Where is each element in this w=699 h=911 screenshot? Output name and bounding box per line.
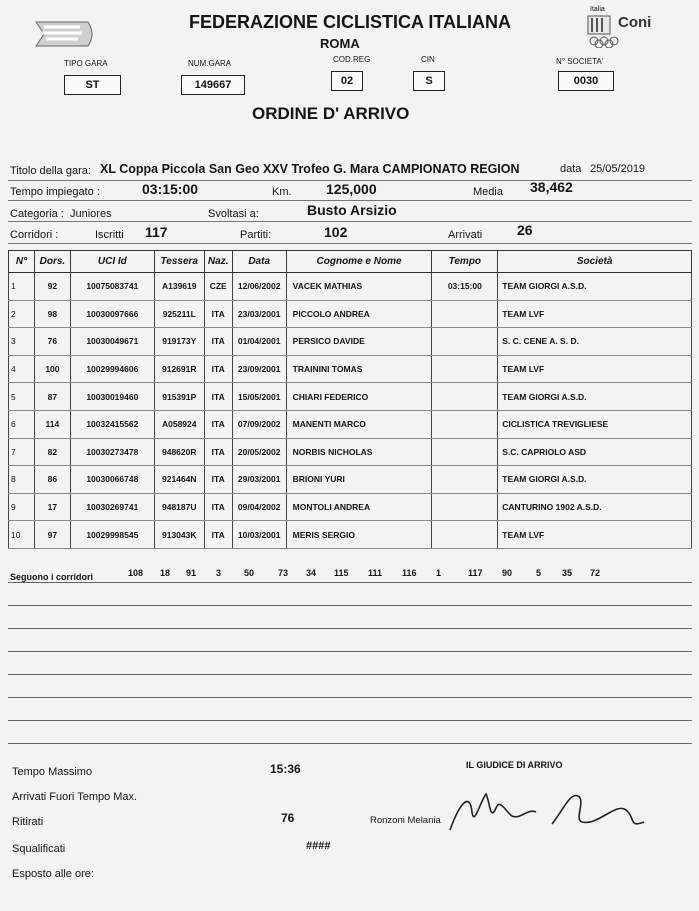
cell-dors: 98 — [34, 300, 70, 328]
cell-data: 29/03/2001 — [232, 466, 286, 494]
cell-n: 8 — [9, 466, 35, 494]
cell-societa: TEAM LVF — [498, 355, 692, 383]
col-nome: Cognome e Nome — [286, 251, 432, 273]
cell-data: 07/09/2002 — [232, 410, 286, 438]
cell-societa: TEAM GIORGI A.S.D. — [498, 273, 692, 301]
cell-societa: S. C. CENE A. S. D. — [498, 328, 692, 356]
col-tempo: Tempo — [432, 251, 498, 273]
seguono-number: 50 — [244, 568, 255, 578]
table-row — [9, 300, 692, 328]
seguono-number: 18 — [160, 568, 171, 578]
giudice-label: IL GIUDICE DI ARRIVO — [466, 760, 563, 770]
col-societa: Società — [498, 251, 692, 273]
seguono-number: 91 — [186, 568, 197, 578]
ritirati-value: 76 — [281, 811, 295, 825]
seguono-number: 111 — [368, 568, 383, 578]
seguono-number: 72 — [590, 568, 601, 578]
partiti-value: 102 — [324, 224, 348, 240]
seguono-number: 35 — [562, 568, 573, 578]
cell-n: 7 — [9, 438, 35, 466]
coni-text: Coni — [618, 14, 652, 31]
cell-n: 4 — [9, 355, 35, 383]
titolo-value: XL Coppa Piccola San Geo XXV Trofeo G. Mara CAMPIONATO REGION — [100, 162, 520, 176]
cell-nome: PERSICO DAVIDE — [286, 328, 432, 356]
cell-uci: 10030066748 — [70, 466, 154, 494]
tempo-massimo-value: 15:36 — [270, 762, 301, 776]
societa-value: 0030 — [558, 71, 614, 91]
cell-n: 1 — [9, 273, 35, 301]
cell-data: 15/05/2001 — [232, 383, 286, 411]
cell-nome: CHIARI FEDERICO — [286, 383, 432, 411]
cell-data: 10/03/2001 — [232, 521, 286, 549]
cell-tessera: 915391P — [154, 383, 204, 411]
ritirati-label: Ritirati — [12, 816, 44, 828]
col-naz: Naz. — [204, 251, 232, 273]
esposto-label: Esposto alle ore: — [12, 868, 94, 880]
results-table — [8, 250, 692, 549]
cell-nome: TRAININI TOMAS — [286, 355, 432, 383]
cell-societa: TEAM GIORGI A.S.D. — [498, 383, 692, 411]
cell-data: 01/04/2001 — [232, 328, 286, 356]
cell-data: 20/05/2002 — [232, 438, 286, 466]
tempo-label: Tempo impiegato : — [10, 186, 100, 198]
olympic-rings-icon — [588, 36, 620, 48]
tipo-gara-value: ST — [64, 75, 121, 95]
tempo-massimo-label: Tempo Massimo — [12, 766, 93, 778]
cell-uci: 10075083741 — [70, 273, 154, 301]
cell-uci: 10030097666 — [70, 300, 154, 328]
cell-tempo — [432, 438, 498, 466]
cell-naz: ITA — [204, 355, 232, 383]
seguono-number: 5 — [536, 568, 542, 578]
col-tessera: Tessera — [154, 251, 204, 273]
tempo-value: 03:15:00 — [142, 181, 199, 197]
cell-tessera: A139619 — [154, 273, 204, 301]
cell-uci: 10030049671 — [70, 328, 154, 356]
cell-naz: ITA — [204, 300, 232, 328]
titolo-label: Titolo della gara: — [10, 165, 91, 177]
seguono-number: 73 — [278, 568, 289, 578]
cell-n: 5 — [9, 383, 35, 411]
col-dors: Dors. — [34, 251, 70, 273]
cod-reg-value: 02 — [331, 71, 363, 91]
cell-dors: 92 — [34, 273, 70, 301]
cell-uci: 10029998545 — [70, 521, 154, 549]
col-uci: UCI Id — [70, 251, 154, 273]
cell-tempo: 03:15:00 — [432, 273, 498, 301]
cell-tempo — [432, 355, 498, 383]
judge-signature — [440, 772, 670, 842]
arrivati-label: Arrivati — [448, 229, 483, 241]
cell-n: 3 — [9, 328, 35, 356]
fci-logo — [30, 18, 98, 50]
cell-data: 09/04/2002 — [232, 493, 286, 521]
tipo-gara-label: TIPO GARA — [64, 59, 108, 68]
cell-tessera: 913043K — [154, 521, 204, 549]
cell-n: 10 — [9, 521, 35, 549]
cell-nome: BRIONI YURI — [286, 466, 432, 494]
cell-naz: ITA — [204, 328, 232, 356]
cell-n: 9 — [9, 493, 35, 521]
cell-tempo — [432, 328, 498, 356]
table-row — [9, 466, 692, 494]
squalificati-label: Squalificati — [12, 843, 66, 855]
coni-logo — [586, 6, 666, 46]
cell-uci: 10029994606 — [70, 355, 154, 383]
cell-data: 12/06/2002 — [232, 273, 286, 301]
cell-tessera: 925211L — [154, 300, 204, 328]
cell-tempo — [432, 383, 498, 411]
cell-tempo — [432, 466, 498, 494]
cell-dors: 82 — [34, 438, 70, 466]
seguono-number: 115 — [334, 568, 349, 578]
table-row — [9, 383, 692, 411]
squalificati-value: #### — [306, 840, 331, 852]
svoltasi-value: Busto Arsizio — [307, 202, 397, 218]
table-header-row — [9, 251, 692, 273]
cell-nome: MONTOLI ANDREA — [286, 493, 432, 521]
cell-societa: CANTURINO 1902 A.S.D. — [498, 493, 692, 521]
cell-naz: ITA — [204, 383, 232, 411]
categoria-value: Juniores — [70, 208, 112, 220]
arrivati-value: 26 — [517, 222, 533, 238]
seguono-number: 1 — [436, 568, 442, 578]
giudice-nome: Ronzoni Melania — [370, 815, 441, 826]
cell-naz: ITA — [204, 438, 232, 466]
cell-tempo — [432, 521, 498, 549]
cell-societa: TEAM LVF — [498, 300, 692, 328]
cell-dors: 100 — [34, 355, 70, 383]
document-title: ORDINE D' ARRIVO — [252, 104, 410, 123]
cell-dors: 86 — [34, 466, 70, 494]
table-row — [9, 521, 692, 549]
seguono-number: 108 — [128, 568, 144, 578]
col-data: Data — [232, 251, 286, 273]
cell-nome: MERIS SERGIO — [286, 521, 432, 549]
svoltasi-label: Svoltasi a: — [208, 208, 259, 220]
table-row — [9, 438, 692, 466]
cell-tempo — [432, 493, 498, 521]
col-n: N° — [9, 251, 35, 273]
cell-dors: 87 — [34, 383, 70, 411]
cell-naz: ITA — [204, 521, 232, 549]
seguono-numbers — [128, 568, 692, 578]
societa-label: N° SOCIETA' — [556, 57, 604, 66]
cell-societa: S.C. CAPRIOLO ASD — [498, 438, 692, 466]
table-row — [9, 273, 692, 301]
cell-nome: MANENTI MARCO — [286, 410, 432, 438]
cell-uci: 10032415562 — [70, 410, 154, 438]
partiti-label: Partiti: — [240, 229, 272, 241]
cell-nome: PICCOLO ANDREA — [286, 300, 432, 328]
city: ROMA — [320, 36, 360, 51]
num-gara-value: 149667 — [181, 75, 245, 95]
cell-tessera: 948187U — [154, 493, 204, 521]
cell-n: 6 — [9, 410, 35, 438]
data-label: data — [560, 163, 582, 175]
cell-data: 23/03/2001 — [232, 300, 286, 328]
cell-tessera: 921464N — [154, 466, 204, 494]
iscritti-label: Iscritti — [95, 229, 124, 241]
cell-naz: ITA — [204, 410, 232, 438]
table-row — [9, 493, 692, 521]
cell-data: 23/09/2001 — [232, 355, 286, 383]
cell-naz: CZE — [204, 273, 232, 301]
cin-value: S — [413, 71, 445, 91]
media-value: 38,462 — [530, 179, 573, 195]
cell-nome: VACEK MATHIAS — [286, 273, 432, 301]
cell-n: 2 — [9, 300, 35, 328]
km-label: Km. — [272, 186, 292, 198]
cin-label: CIN — [421, 55, 435, 64]
num-gara-label: NUM.GARA — [188, 59, 232, 68]
cell-tessera: 912691R — [154, 355, 204, 383]
cell-societa: CICLISTICA TREVIGLIESE — [498, 410, 692, 438]
seguono-number: 3 — [216, 568, 222, 578]
table-row — [9, 410, 692, 438]
seguono-number: 90 — [502, 568, 513, 578]
cell-societa: TEAM GIORGI A.S.D. — [498, 466, 692, 494]
cell-societa: TEAM LVF — [498, 521, 692, 549]
table-row — [9, 355, 692, 383]
seguono-number: 117 — [468, 568, 483, 578]
km-value: 125,000 — [326, 181, 377, 197]
fuori-tempo-label: Arrivati Fuori Tempo Max. — [12, 791, 138, 803]
cell-tempo — [432, 300, 498, 328]
corridori-label: Corridori : — [10, 229, 59, 241]
table-row — [9, 328, 692, 356]
cod-reg-label: COD.REG — [333, 55, 371, 64]
seguono-label: Seguono i corridori — [10, 572, 94, 582]
coni-italia-text: Italia — [590, 6, 605, 13]
cell-dors: 114 — [34, 410, 70, 438]
cell-dors: 17 — [34, 493, 70, 521]
cell-dors: 97 — [34, 521, 70, 549]
cell-uci: 10030273478 — [70, 438, 154, 466]
seguono-number: 116 — [402, 568, 417, 578]
categoria-label: Categoria : — [10, 208, 64, 220]
cell-naz: ITA — [204, 466, 232, 494]
cell-dors: 76 — [34, 328, 70, 356]
cell-tempo — [432, 410, 498, 438]
cell-tessera: A058924 — [154, 410, 204, 438]
cell-nome: NORBIS NICHOLAS — [286, 438, 432, 466]
media-label: Media — [473, 186, 503, 198]
cell-naz: ITA — [204, 493, 232, 521]
cell-uci: 10030019460 — [70, 383, 154, 411]
cell-tessera: 948620R — [154, 438, 204, 466]
federation-title: FEDERAZIONE CICLISTICA ITALIANA — [189, 12, 511, 32]
iscritti-value: 117 — [145, 224, 168, 240]
seguono-number: 34 — [306, 568, 317, 578]
cell-tessera: 919173Y — [154, 328, 204, 356]
cell-uci: 10030269741 — [70, 493, 154, 521]
data-value: 25/05/2019 — [590, 163, 646, 175]
